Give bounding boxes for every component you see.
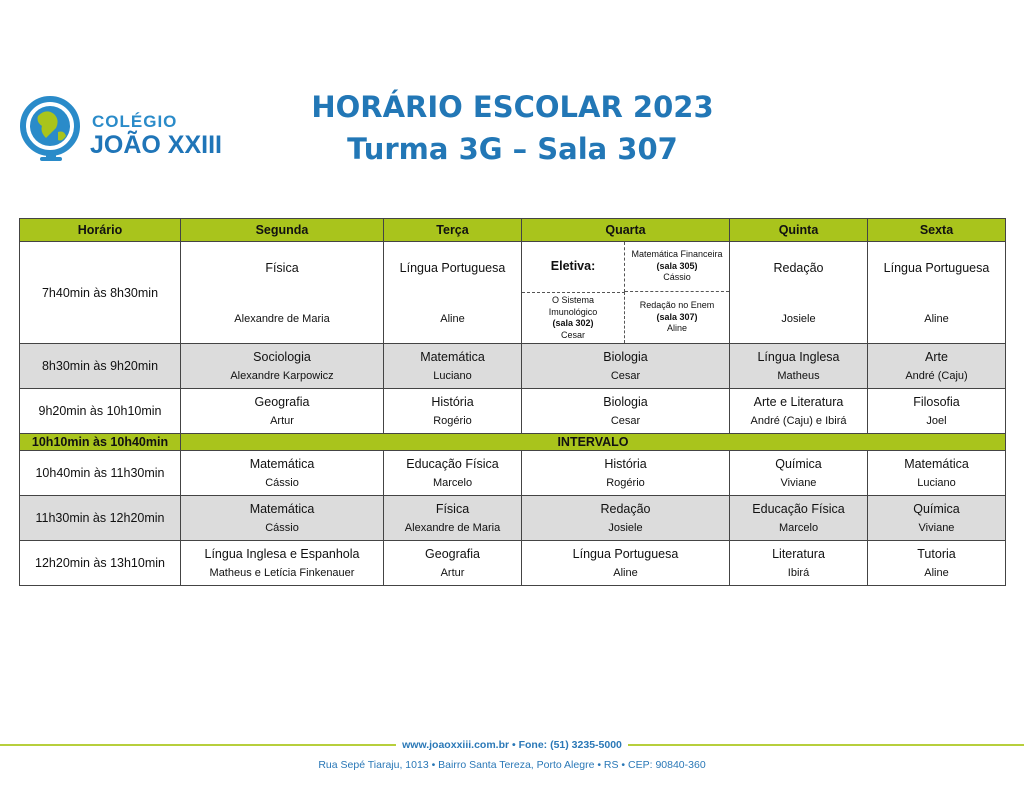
page-title: HORÁRIO ESCOLAR 2023 [311, 90, 714, 124]
table-row [20, 242, 1006, 344]
logo-text-name: JOÃO XXIII [90, 131, 222, 159]
teacher: Aline [440, 312, 465, 325]
schedule-cell [181, 344, 384, 389]
subject: Educação Física [406, 457, 499, 471]
schedule-cell [868, 242, 1006, 344]
subject: Filosofia [913, 395, 960, 409]
elective-label: Eletiva: [522, 242, 625, 292]
subject: Física [435, 502, 470, 516]
globe-icon [20, 94, 84, 164]
teacher: Artur [440, 567, 465, 579]
time-cell: 11h30min às 12h20min [20, 496, 181, 541]
header-segunda: Segunda [181, 219, 384, 242]
page-subtitle: Turma 3G – Sala 307 [347, 132, 678, 166]
teacher: Aline [924, 312, 949, 325]
table-row [20, 496, 1006, 541]
subject: Literatura [772, 547, 825, 561]
schedule-cell [730, 541, 868, 586]
teacher: Marcelo [778, 522, 819, 534]
teacher: Cássio [265, 477, 299, 489]
footer-address [0, 759, 1024, 771]
footer-address-text: Rua Sepé Tiaraju, 1013 • Bairro Santa Tereza, Porto Alegre • RS • CEP: 90840-360 [312, 759, 711, 771]
elective-teacher: Cássio [663, 272, 691, 283]
subject: Língua Portuguesa [572, 547, 679, 561]
schedule-cell [730, 389, 868, 434]
schedule-cell [384, 496, 522, 541]
subject: Tutoria [917, 547, 956, 561]
subject: Biologia [603, 350, 648, 364]
subject: Arte e Literatura [753, 395, 844, 409]
schedule-cell [384, 541, 522, 586]
subject: Geografia [425, 547, 480, 561]
subject: Redação [600, 502, 651, 516]
interval-label: INTERVALO [181, 434, 1006, 451]
teacher: Josiele [781, 312, 816, 325]
subject: Língua Inglesa [757, 350, 840, 364]
teacher: Alexandre de Maria [404, 522, 501, 534]
subject: Arte [925, 350, 948, 364]
schedule-cell [384, 344, 522, 389]
teacher: Rogério [433, 415, 472, 427]
subject: Língua Portuguesa [399, 260, 506, 275]
footer-contact [0, 739, 1024, 751]
subject: Matemática [249, 502, 315, 516]
teacher: Luciano [917, 477, 956, 489]
elective-option [625, 292, 729, 343]
teacher: Joel [926, 415, 947, 427]
quarta-elective-cell [522, 242, 730, 344]
time-cell: 7h40min às 8h30min [20, 242, 181, 344]
header-quarta: Quarta [522, 219, 730, 242]
teacher: Viviane [780, 477, 817, 489]
teacher: Marcelo [432, 477, 473, 489]
subject: Redação [773, 260, 824, 275]
elective-room: (sala 302) [552, 318, 594, 328]
subject: História [431, 395, 474, 409]
interval-row [20, 434, 1006, 451]
schedule-cell [522, 344, 730, 389]
subject: Geografia [254, 395, 310, 409]
teacher: Luciano [433, 370, 472, 382]
subject: Matemática [249, 457, 315, 471]
time-cell: 12h20min às 13h10min [20, 541, 181, 586]
elective-title: Matemática Financeira [631, 249, 723, 260]
schedule-cell [730, 496, 868, 541]
teacher: Rogério [606, 477, 645, 489]
schedule-cell [730, 344, 868, 389]
subject: Educação Física [752, 502, 845, 516]
schedule-cell [522, 541, 730, 586]
schedule-cell [868, 451, 1006, 496]
elective-room: (sala 305) [656, 260, 698, 271]
teacher: Aline [924, 567, 949, 579]
header-quinta: Quinta [730, 219, 868, 242]
subject: Química [913, 502, 960, 516]
elective-title: Imunológico [548, 306, 598, 317]
time-cell: 10h40min às 11h30min [20, 451, 181, 496]
schedule-cell [868, 389, 1006, 434]
teacher: Alexandre de Maria [234, 312, 330, 325]
schedule-cell [730, 242, 868, 344]
time-cell: 9h20min às 10h10min [20, 389, 181, 434]
subject: Matemática [420, 350, 485, 364]
subject: Física [265, 260, 299, 275]
elective-title: Redação no Enem [639, 300, 715, 311]
schedule-cell [181, 496, 384, 541]
subject: Língua Portuguesa [883, 260, 990, 275]
teacher: Alexandre Karpowicz [230, 370, 334, 382]
interval-time: 10h10min às 10h40min [20, 434, 181, 451]
table-row [20, 344, 1006, 389]
schedule-cell [181, 541, 384, 586]
teacher: Cesar [610, 370, 641, 382]
header-row [20, 219, 1006, 242]
schedule-cell [384, 242, 522, 344]
school-logo [20, 94, 250, 164]
time-cell: 8h30min às 9h20min [20, 344, 181, 389]
logo-text-college: COLÉGIO [92, 112, 178, 131]
teacher: André (Caju) e Ibirá [750, 415, 847, 427]
teacher: Artur [270, 415, 294, 427]
elective-teacher: Aline [666, 323, 687, 334]
teacher: Josiele [608, 522, 643, 534]
elective-title: O Sistema [551, 295, 594, 305]
schedule-cell [522, 451, 730, 496]
elective-room: (sala 307) [656, 311, 698, 322]
elective-option [625, 242, 729, 292]
subject: Matemática [904, 457, 969, 471]
subject: Sociologia [253, 350, 311, 364]
header-horario: Horário [20, 219, 181, 242]
schedule-cell [868, 344, 1006, 389]
schedule-cell [384, 451, 522, 496]
teacher: Cesar [610, 415, 641, 427]
schedule-cell [384, 389, 522, 434]
header-terca: Terça [384, 219, 522, 242]
table-row [20, 389, 1006, 434]
elective-teacher: Cesar [560, 329, 585, 340]
schedule-cell [181, 389, 384, 434]
teacher: Cássio [265, 522, 299, 534]
subject: Biologia [603, 395, 648, 409]
schedule-cell [181, 451, 384, 496]
schedule-table [19, 218, 1006, 586]
teacher: André (Caju) [905, 370, 968, 382]
teacher: Matheus e Letícia Finkenauer [209, 567, 355, 579]
schedule-cell [868, 541, 1006, 586]
elective-option [522, 292, 625, 343]
table-row [20, 451, 1006, 496]
table-row [20, 541, 1006, 586]
teacher: Ibirá [787, 567, 810, 579]
schedule-cell [522, 389, 730, 434]
schedule-cell [181, 242, 384, 344]
footer-contact-text: www.joaoxxiii.com.br • Fone: (51) 3235-5000 [396, 739, 628, 751]
subject: História [604, 457, 647, 471]
schedule-cell [730, 451, 868, 496]
teacher: Viviane [918, 522, 955, 534]
teacher: Aline [613, 567, 638, 579]
schedule-cell [522, 496, 730, 541]
header-sexta: Sexta [868, 219, 1006, 242]
schedule-cell [868, 496, 1006, 541]
teacher: Matheus [777, 370, 820, 382]
subject: Química [775, 457, 822, 471]
subject: Língua Inglesa e Espanhola [204, 547, 360, 561]
